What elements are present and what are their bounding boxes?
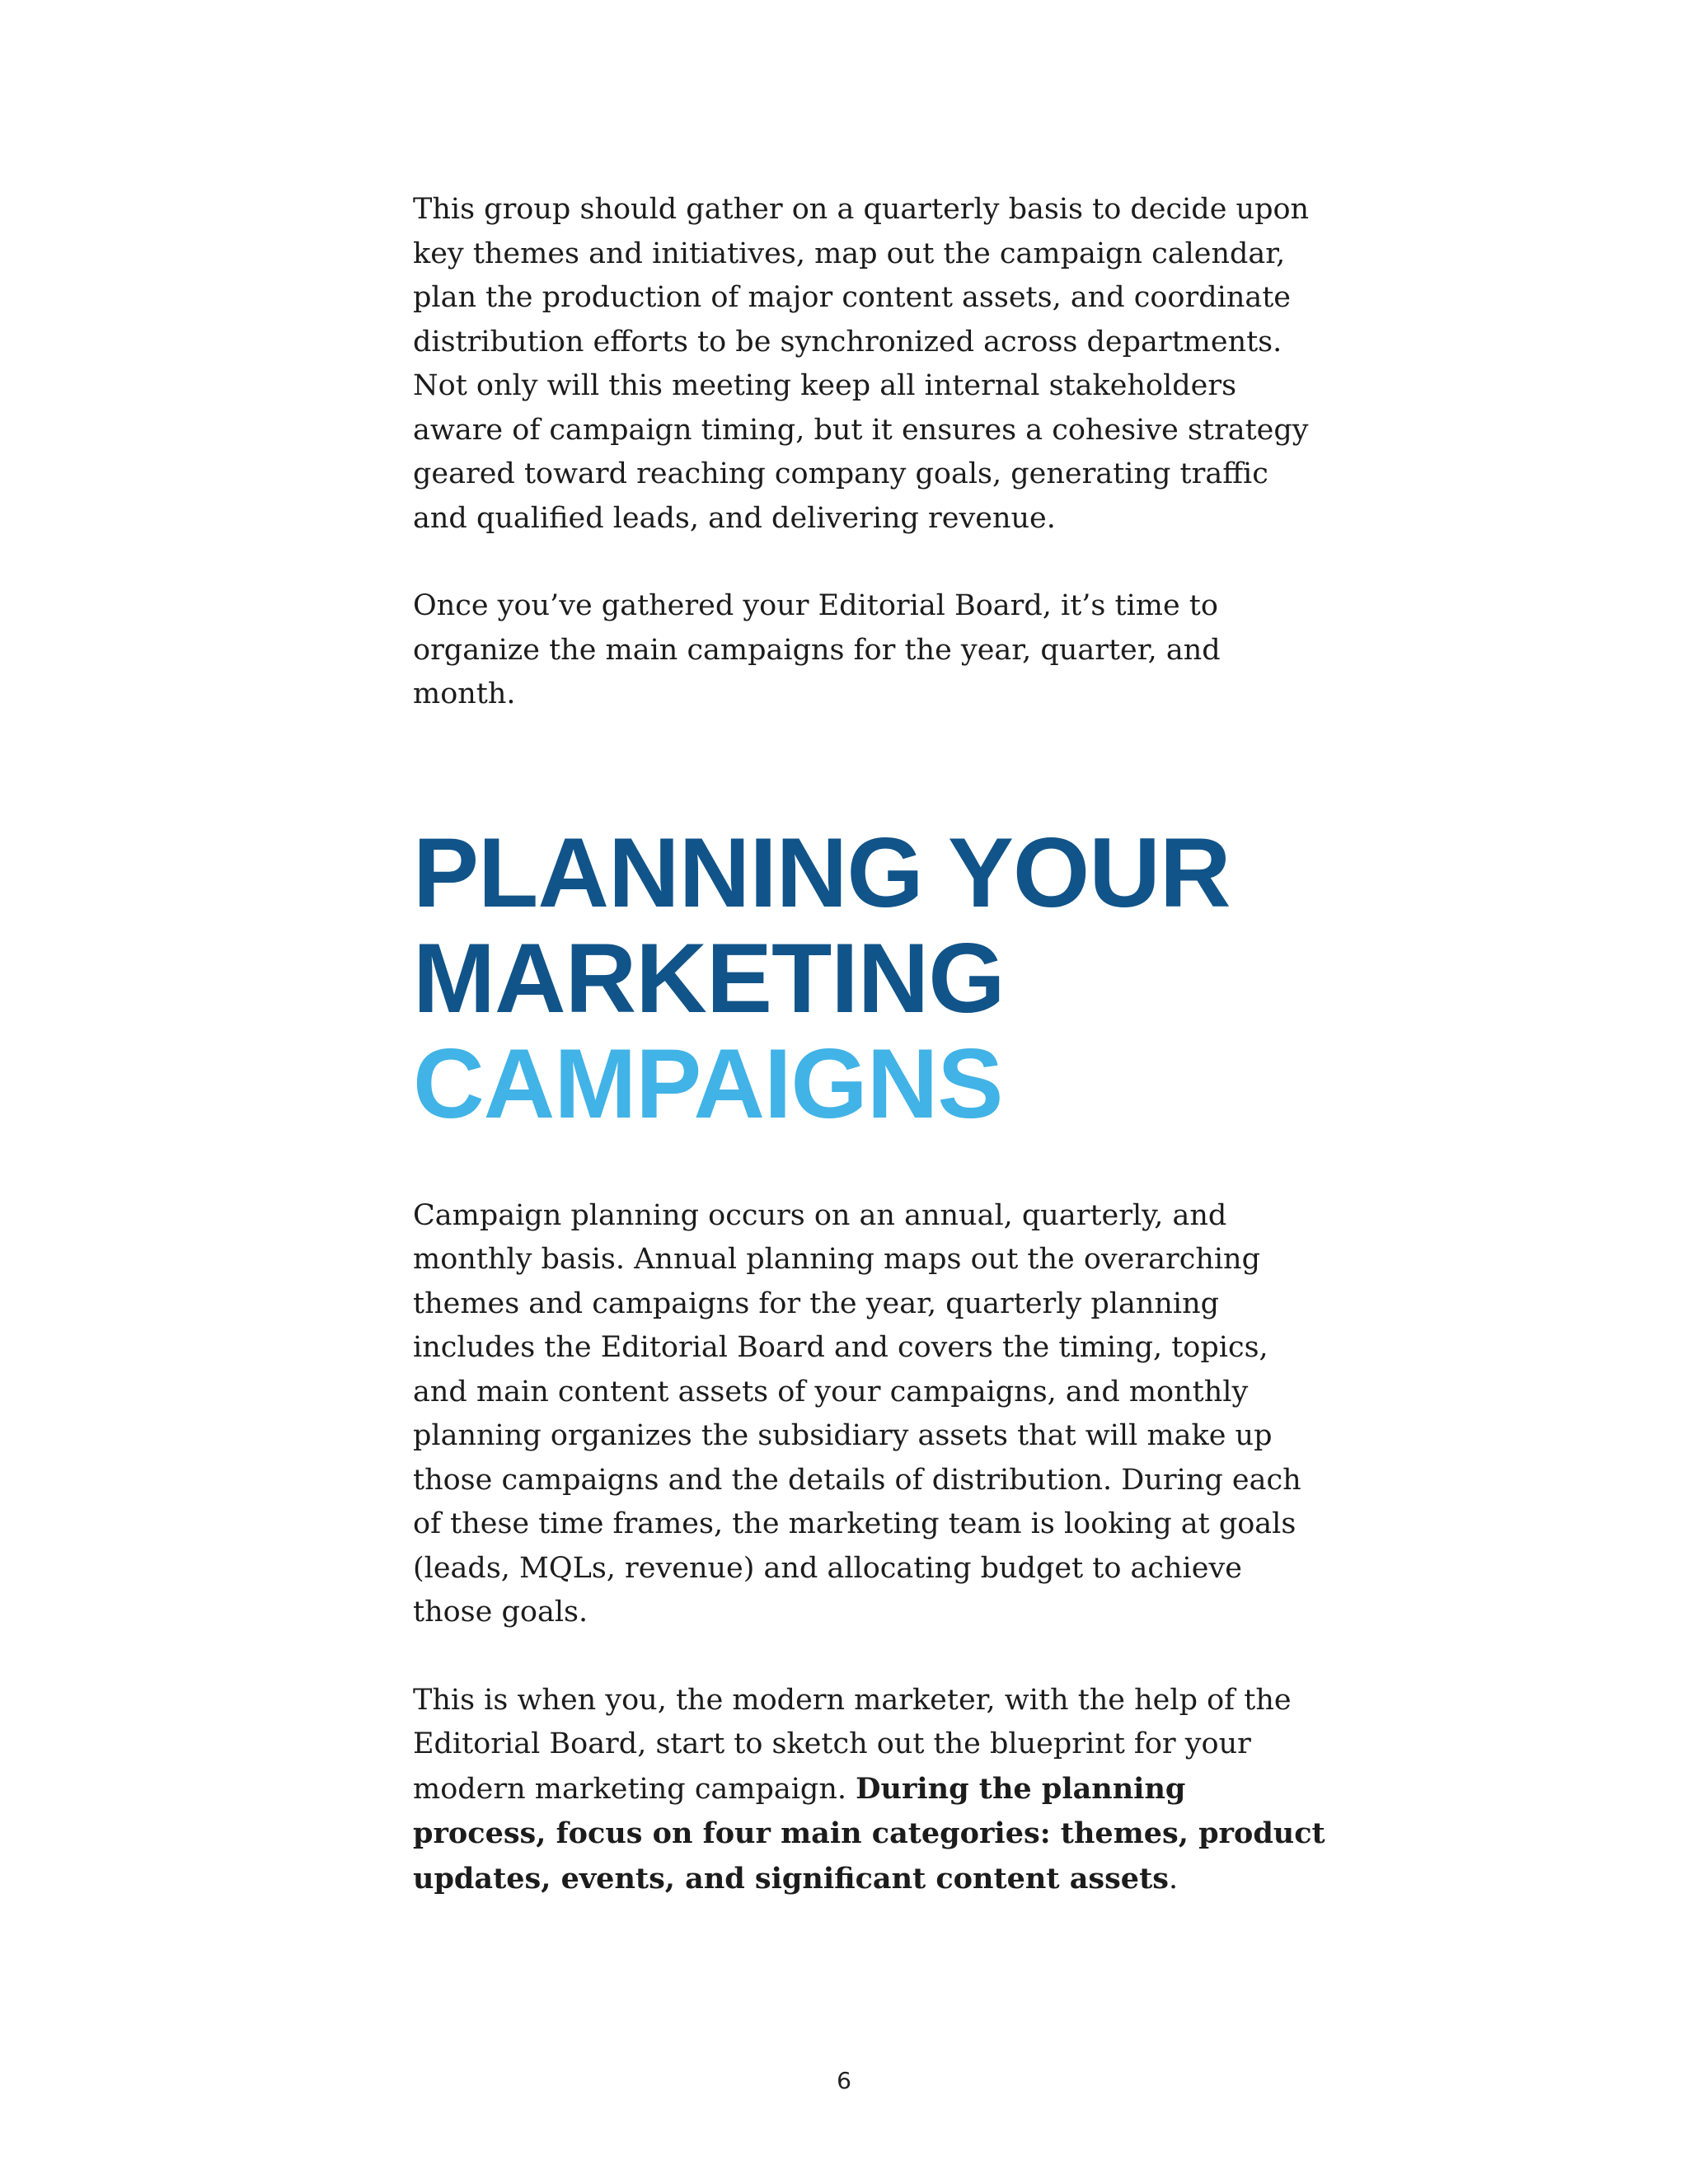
- page-number: 6: [837, 2067, 851, 2094]
- heading-line-1: PLANNING YOUR: [413, 817, 1231, 928]
- section-heading-block: [413, 817, 1328, 1139]
- body-paragraph-2: [413, 1679, 1328, 1902]
- page-content: [413, 188, 1328, 1901]
- body-paragraph-2-text: This is when you, the modern marketer, with the help of the Editorial Board, start to sketch out the blueprint for your modern marketing campaign.: [413, 1683, 1292, 1806]
- heading-line-3: CAMPAIGNS: [413, 1028, 1003, 1139]
- heading-line-2: MARKETING: [413, 922, 1005, 1033]
- section-heading: [413, 817, 1328, 1139]
- body-paragraph-2-emphasis: During the planning process, focus on four main categories: themes, product updates, events, and significant content assets: [413, 1771, 1325, 1896]
- body-paragraph-2-end: .: [1168, 1862, 1179, 1896]
- intro-paragraph-2: Once you’ve gathered your Editorial Board, it’s time to organize the main campaigns for the year, quarter, and month.: [413, 589, 1221, 710]
- intro-paragraph-1: This group should gather on a quarterly basis to decide upon key themes and initiatives, map out the campaign calendar, plan the production of major content assets, and coordinate distribution efforts to be synchronized across departments. Not only will this meeting keep all internal stakeholders aware of campaign timing, but it ensures a cohesive strategy geared toward reaching company goals, generating traffic and qualified leads, and delivering revenue.: [413, 193, 1310, 535]
- body-paragraph-1: Campaign planning occurs on an annual, quarterly, and monthly basis. Annual planning maps out the overarching themes and campaigns for the year, quarterly planning includes the Editorial Board and covers the timing, topics, and main content assets of your campaigns, and monthly planning organizes the subsidiary assets that will make up those campaigns and the details of distribution. During each of these time frames, the marketing team is looking at goals (leads, MQLs, revenue) and allocating budget to achieve those goals.: [413, 1198, 1301, 1629]
